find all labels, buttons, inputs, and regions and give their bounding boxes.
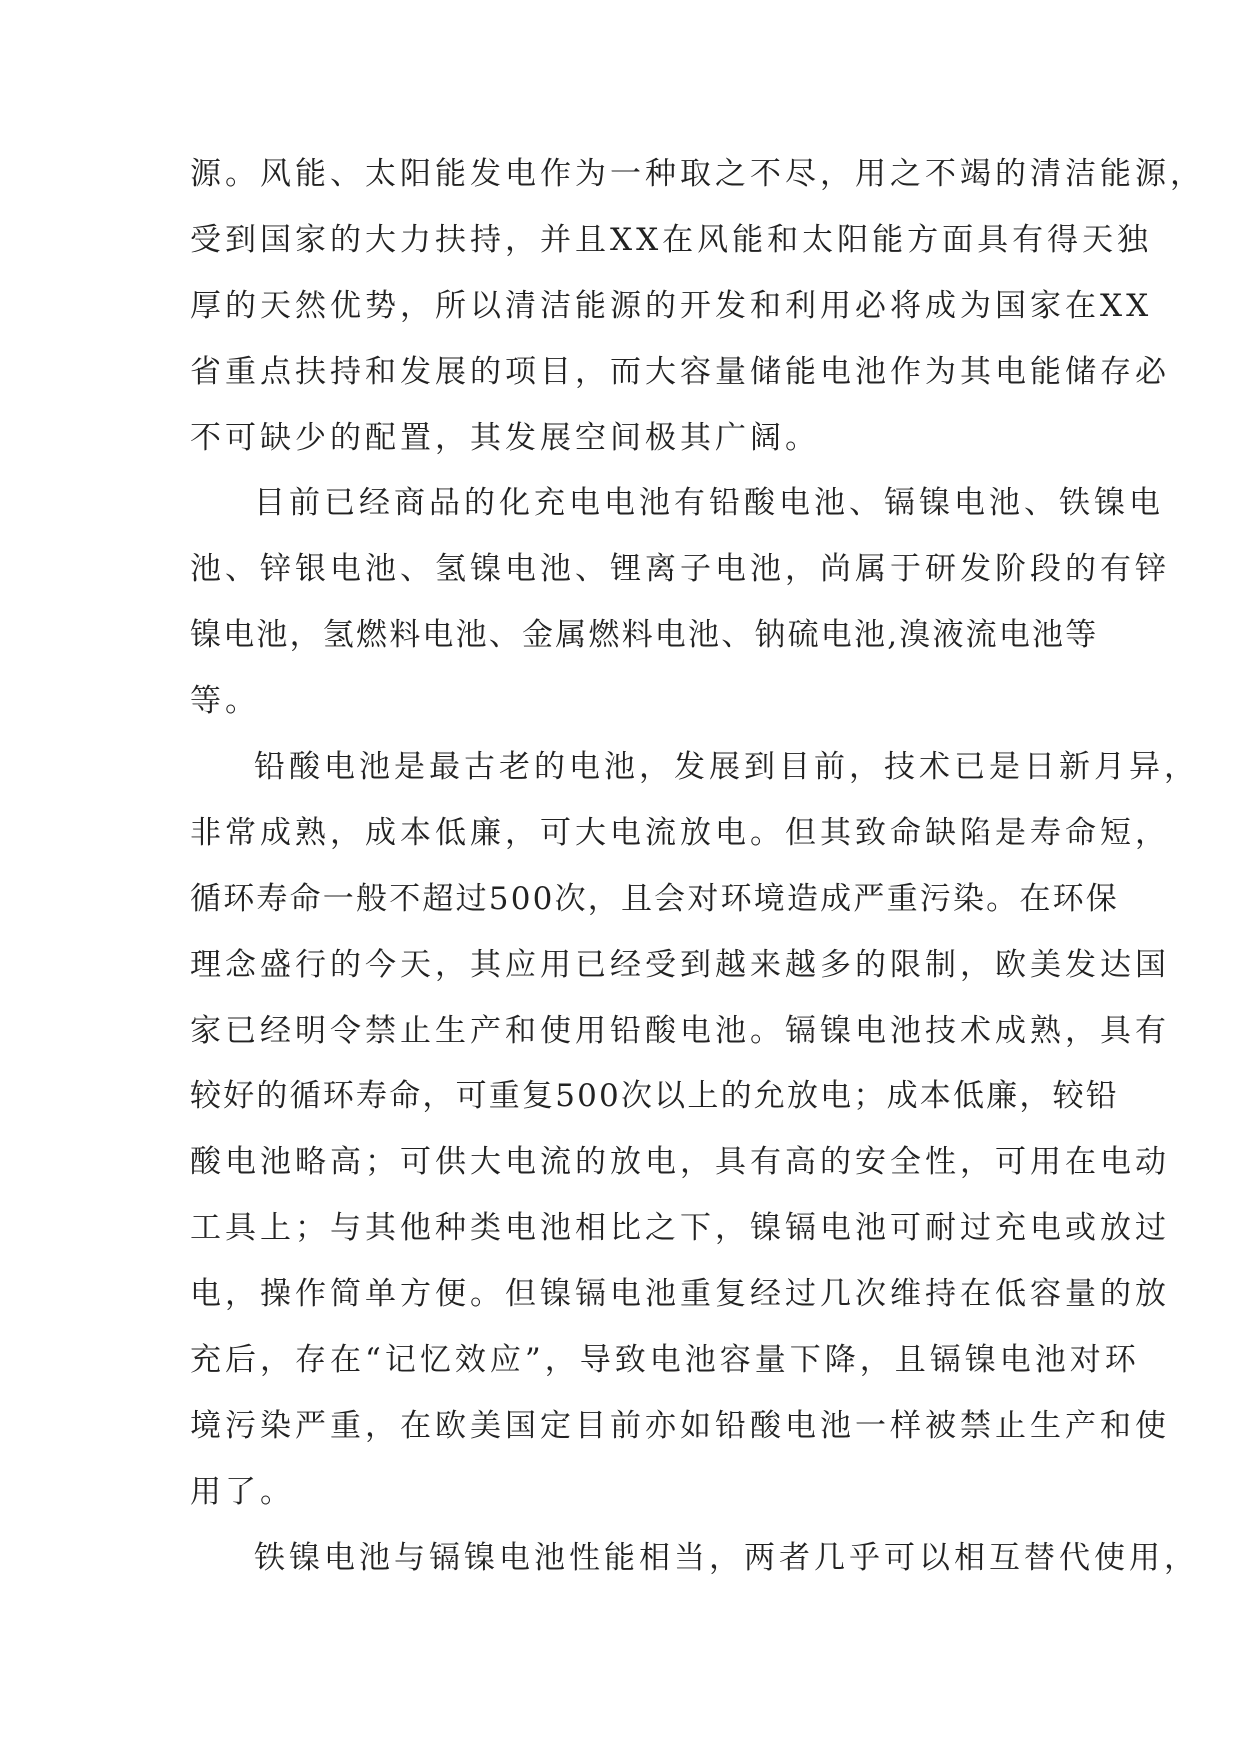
text-line: 用了。 bbox=[190, 1473, 295, 1510]
paragraph-start-line: 铅酸电池是最古老的电池，发展到目前，技术已是日新月异， bbox=[254, 749, 1199, 786]
text-line: 酸电池略高；可供大电流的放电，具有高的安全性，可用在电动 bbox=[190, 1144, 1170, 1181]
text-line: 理念盛行的今天，其应用已经受到越来越多的限制，欧美发达国 bbox=[190, 946, 1170, 983]
text-line: 镍电池，氢燃料电池、金属燃料电池、钠硫电池,溴液流电池等 bbox=[190, 617, 1099, 654]
paragraph-start-line: 铁镍电池与镉镍电池性能相当，两者几乎可以相互替代使用， bbox=[254, 1539, 1199, 1576]
paragraph-start-line: 目前已经商品的化充电电池有铅酸电池、镉镍电池、铁镍电 bbox=[254, 485, 1164, 522]
text-line: 家已经明令禁止生产和使用铅酸电池。镉镍电池技术成熟，具有 bbox=[190, 1012, 1170, 1049]
text-line: 电，操作简单方便。但镍镉电池重复经过几次维持在低容量的放 bbox=[190, 1276, 1170, 1313]
text-line: 不可缺少的配置，其发展空间极其广阔。 bbox=[190, 419, 820, 456]
text-line: 循环寿命一般不超过500次，且会对环境造成严重污染。在环保 bbox=[190, 880, 1119, 917]
text-line: 池、锌银电池、氢镍电池、锂离子电池，尚属于研发阶段的有锌 bbox=[190, 551, 1170, 588]
text-line: 省重点扶持和发展的项目，而大容量储能电池作为其电能储存必 bbox=[190, 353, 1170, 390]
text-line: 较好的循环寿命，可重复500次以上的允放电；成本低廉，较铅 bbox=[190, 1078, 1119, 1115]
text-line: 境污染严重，在欧美国定目前亦如铅酸电池一样被禁止生产和使 bbox=[190, 1407, 1170, 1444]
text-line: 等。 bbox=[190, 683, 260, 720]
text-line: 工具上；与其他种类电池相比之下，镍镉电池可耐过充电或放过 bbox=[190, 1210, 1170, 1247]
text-line: 非常成熟，成本低廉，可大电流放电。但其致命缺陷是寿命短， bbox=[190, 814, 1170, 851]
text-line: 源。风能、太阳能发电作为一种取之不尽，用之不竭的清洁能源， bbox=[190, 156, 1205, 192]
text-line: 受到国家的大力扶持，并且XX在风能和太阳能方面具有得天独 bbox=[190, 221, 1153, 258]
text-line: 厚的天然优势，所以清洁能源的开发和利用必将成为国家在XX bbox=[190, 287, 1153, 324]
text-line: 充后，存在“记忆效应”，导致电池容量下降，且镉镍电池对环 bbox=[190, 1342, 1140, 1379]
body-text bbox=[190, 152, 1205, 1602]
